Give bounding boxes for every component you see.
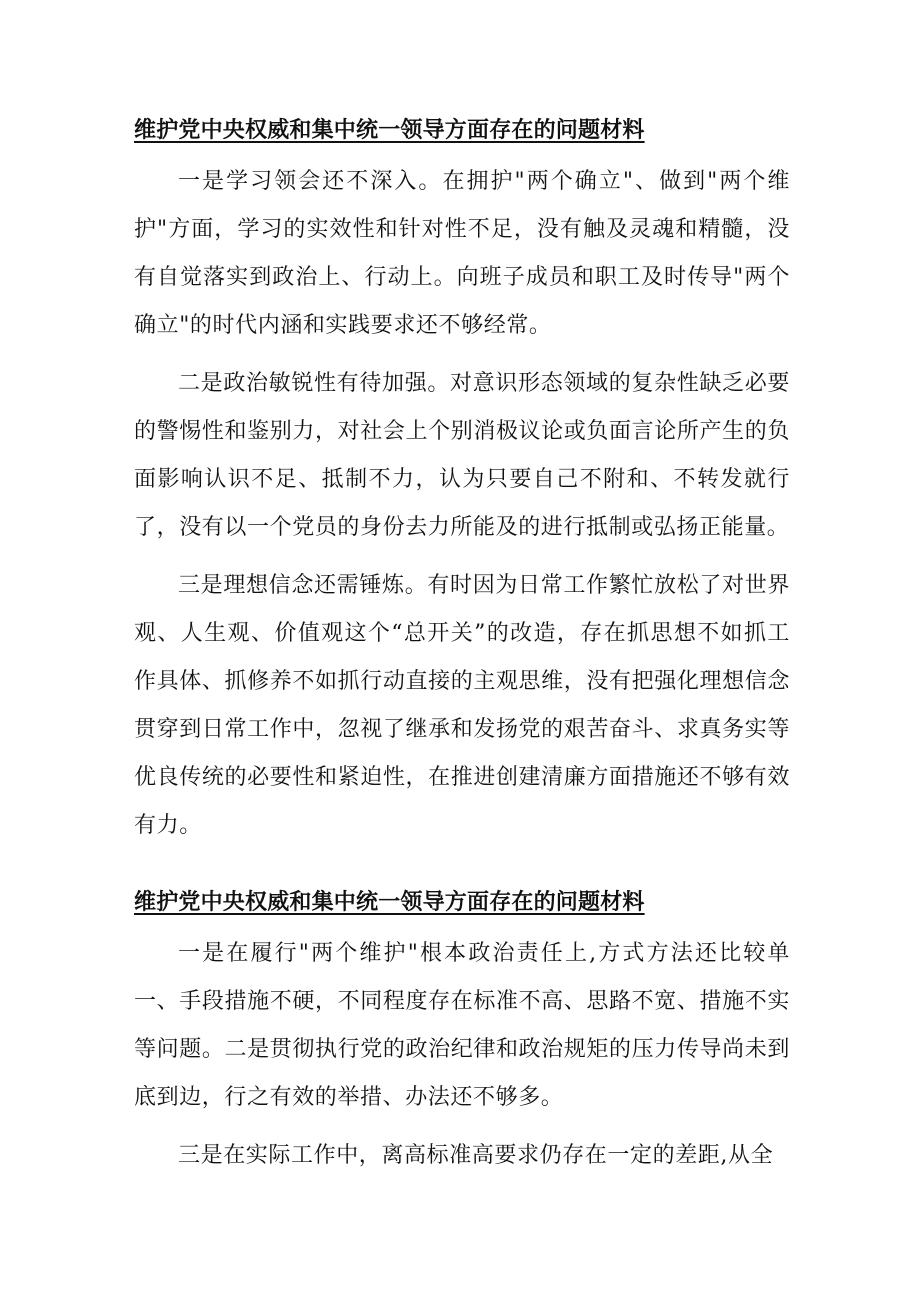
section-heading: 维护党中央权威和集中统一领导方面存在的问题材料 [134,890,645,915]
section-1 [134,116,790,850]
paragraph: 二是政治敏锐性有待加强。对意识形态领域的复杂性缺乏必要的警惕性和鉴别力，对社会上个别消极议论或负面言论所产生的负面影响认识不足、抵制不力，认为只要自己不附和、不转发就行了，没有以一个党员的身份去力所能及的进行抵制或弘扬正能量。 [134,371,790,540]
paragraph: 三是理想信念还需锤炼。有时因为日常工作繁忙放松了对世界观、人生观、价值观这个“总开关”的改造，存在抓思想不如抓工作具体、抓修养不如抓行动直接的主观思维，没有把强化理想信念贯穿到日常工作中，忽视了继承和发扬党的艰苦奋斗、求真务实等优良传统的必要性和紧迫性，在推进创建清廉方面措施还不够有效有力。 [134,573,790,838]
paragraph: 一是学习领会还不深入。在拥护"两个确立"、做到"两个维护"方面，学习的实效性和针对性不足，没有触及灵魂和精髓，没有自觉落实到政治上、行动上。向班子成员和职工及时传导"两个确立"的时代内涵和实践要求还不够经常。 [134,169,790,338]
section-heading: 维护党中央权威和集中统一领导方面存在的问题材料 [134,118,645,143]
section-2 [134,888,790,1180]
paragraph: 三是在实际工作中，离高标准高要求仍存在一定的差距,从全 [178,1143,774,1168]
paragraph: 一是在履行"两个维护"根本政治责任上,方式方法还比较单一、手段措施不硬，不同程度存在标准不高、思路不宽、措施不实等问题。二是贯彻执行党的政治纪律和政治规矩的压力传导尚未到底到边，行之有效的举措、办法还不够多。 [134,941,790,1110]
